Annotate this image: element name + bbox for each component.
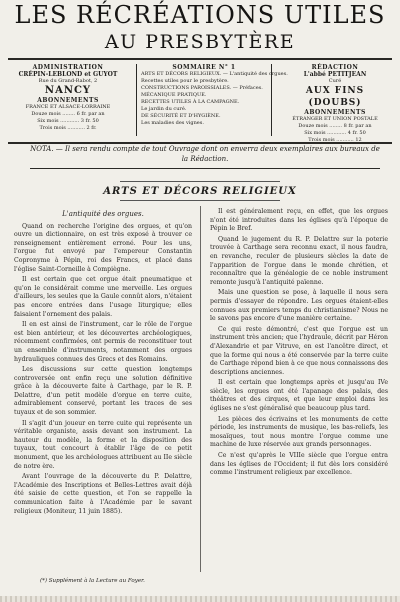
column-divider <box>200 206 201 572</box>
rate-line: Douze mois ........ 6 fr. par an <box>31 111 105 117</box>
nota-notice: NOTA. — Il sera rendu compte de tout Ouvrage dont on enverra deux exemplaires aux bureaux de la Rédaction. <box>30 144 380 169</box>
article-column-left <box>14 208 192 572</box>
paragraph: Les discussions sur cette question longtemps controversée ont enfin reçu une solution définitive grâce à la découverte faite à Carthage, par le R. P. Delattre, d'un petit modèle d'orgue en terre cuite, admirablement conservé, portant les traces de ses tuyaux et de son sommier. <box>14 366 192 417</box>
paragraph: Les pièces des écrivains et les monuments de cette période, les instruments de musique, les bas-reliefs, les mosaïques, tout nous montre l'orgue comme une machine de luxe réservée aux grands personnages. <box>210 415 388 449</box>
footnote: (*) Supplément à la Lecture au Foyer. <box>40 578 145 584</box>
paragraph: Mais une question se pose, à laquelle il nous sera permis d'essayer de répondre. Les orgues étaient-elles connues aux premiers temps du christianisme? Nous ne le savons pas encore d'une manière certaine. <box>210 289 388 323</box>
paragraph: Il en est ainsi de l'instrument, car le rôle de l'orgue est bien antérieur, et les découvertes archéologiques, récemment confirmées, ont permis de reconstituer tout un ensemble d'instruments, notamment des orgues hydrauliques connues des Grecs et des Romains. <box>14 321 192 363</box>
sommaire-column <box>136 64 288 136</box>
paragraph: Il est certain que longtemps après et jusqu'au IVe siècle, les orgues ont été l'apanage des palais, des théâtres et des cirques, et que leur emploi dans les églises ne s'est généralisé que beaucoup plus tard. <box>210 379 388 413</box>
paragraph: Il est généralement reçu, en effet, que les orgues n'ont été introduites dans les églises qu'à l'époque de Pépin le Bref. <box>210 208 388 233</box>
rate-line: FRANCE ET ALSACE-LORRAINE <box>25 104 111 110</box>
header-box <box>8 58 392 144</box>
title-rule-bottom <box>120 200 280 201</box>
rate-line: ÉTRANGER ET UNION POSTALE <box>292 116 378 122</box>
sommaire-item: CONSTRUCTIONS PAROISSIALES. — Préfaces. <box>141 85 263 91</box>
rate-line: Six mois ............ 4 fr. 50 <box>304 130 366 136</box>
sommaire-item: Le jardin du curé. <box>141 106 187 112</box>
rate-line: Douze mois ........ 8 fr. par an <box>298 123 372 129</box>
section-title: ARTS ET DÉCORS RELIGIEUX <box>103 186 297 197</box>
redaction-column <box>278 64 392 144</box>
sommaire-item: Recettes utiles pour le presbytère. <box>141 78 229 84</box>
redaction-heading: RÉDACTION <box>311 64 359 71</box>
sommaire-item: RECETTES UTILES À LA CAMPAGNE. <box>141 99 240 105</box>
publisher-name: CRÉPIN-LEBLOND et GUYOT <box>18 71 118 78</box>
sommaire-item: MÉCANIQUE PRATIQUE. <box>141 92 207 98</box>
abonnements-heading: ABONNEMENTS <box>304 109 366 116</box>
administration-column <box>8 64 128 132</box>
publisher-city: NANCY <box>44 85 92 96</box>
paragraph: Quand le jugement du R. P. Delattre sur la poterie trouvée à Carthage sera reconnu exact, il nous faudra, en revanche, reculer de plusieurs siècles la date de l'apparition de l'orgue dans le monde chrétien, et reconnaître que la généalogie de ce noble instrument remonte jusqu'à l'antiquité païenne. <box>210 235 388 286</box>
article-column-right <box>210 208 388 572</box>
sommaire-heading: SOMMAIRE N° 1 <box>172 64 236 71</box>
administration-heading: ADMINISTRATION <box>32 64 104 71</box>
rate-line: Six mois ............ 3 fr. 50 <box>37 118 99 124</box>
editor-title: Curé <box>328 78 342 84</box>
paragraph: Il s'agit d'un joueur en terre cuite qui représente un véritable organiste, assis devant son instrument. La hauteur du modèle, la forme et la disposition des tuyaux, tout concourt à établir l'âge de ce petit monument, que les archéologues attribuent au IIe siècle de notre ère. <box>14 419 192 470</box>
publisher-address: Rue du Grand-Rabot, 2 <box>38 78 98 84</box>
masthead-title: LES RÉCRÉATIONS UTILES <box>14 1 386 29</box>
rate-line: Trois mois ........... 2 fr. <box>39 125 97 131</box>
sommaire-item: DE SÉCURITÉ ET D'HYGIÈNE. <box>141 113 221 119</box>
abonnements-heading: ABONNEMENTS <box>37 97 99 104</box>
article-subtitle: L'antiquité des orgues. <box>62 210 144 218</box>
title-rule-top <box>120 181 280 182</box>
sommaire-item: Les maladies des vignes. <box>141 120 204 126</box>
paragraph: Avant l'ouvrage de la découverte du P. Delattre, l'Académie des Inscriptions et Belles-Lettres avait déjà été saisie de cette question, et l'on se rappelle la communication faite à l'Académie par le savant religieux (Moniteur, 11 juin 1885). <box>14 473 192 515</box>
rate-line: Trois mois ........... 12 <box>308 137 362 143</box>
editor-name: L'abbé PETITJEAN <box>303 71 367 78</box>
redaction-place: AUX FINS (DOUBS) <box>305 86 365 108</box>
paragraph: Ce qui reste démontré, c'est que l'orgue est un instrument très ancien; que l'hydraule, décrit par Héron d'Alexandrie et par Vitruve, en est l'ancêtre direct, et que la forme qui nous a été conservée par la terre cuite de Carthage répond bien à ce que nous connaissons des descriptions anciennes. <box>210 325 388 376</box>
sommaire-item: ARTS ET DÉCORS RELIGIEUX. — L'antiquité des orgues. <box>141 71 288 77</box>
paragraph: Ce n'est qu'après le VIIIe siècle que l'orgue entra dans les églises de l'Occident; il fut dès lors considéré comme l'instrument religieux par excellence. <box>210 452 388 477</box>
page-edge <box>0 596 400 602</box>
paragraph: Quand on recherche l'origine des orgues, et qu'on ouvre un dictionnaire, on est très exposé à trouver ce renseignement entièrement erroné. Pour les uns, l'orgue fut envoyé par l'empereur Constantin Copronyme à Pépin, roi des Francs, et placé dans l'église Saint-Corneille à Compiègne. <box>14 222 192 273</box>
masthead-subtitle: AU PRESBYTÈRE <box>104 31 296 53</box>
paragraph: Il est certain que cet orgue était pneumatique et qu'on le considérait comme une merveille. Les orgues d'ailleurs, les seules que la Gaule connût alors, n'étaient pas encore entrées dans l'usage liturgique; elles faisaient l'ornement des palais. <box>14 276 192 318</box>
